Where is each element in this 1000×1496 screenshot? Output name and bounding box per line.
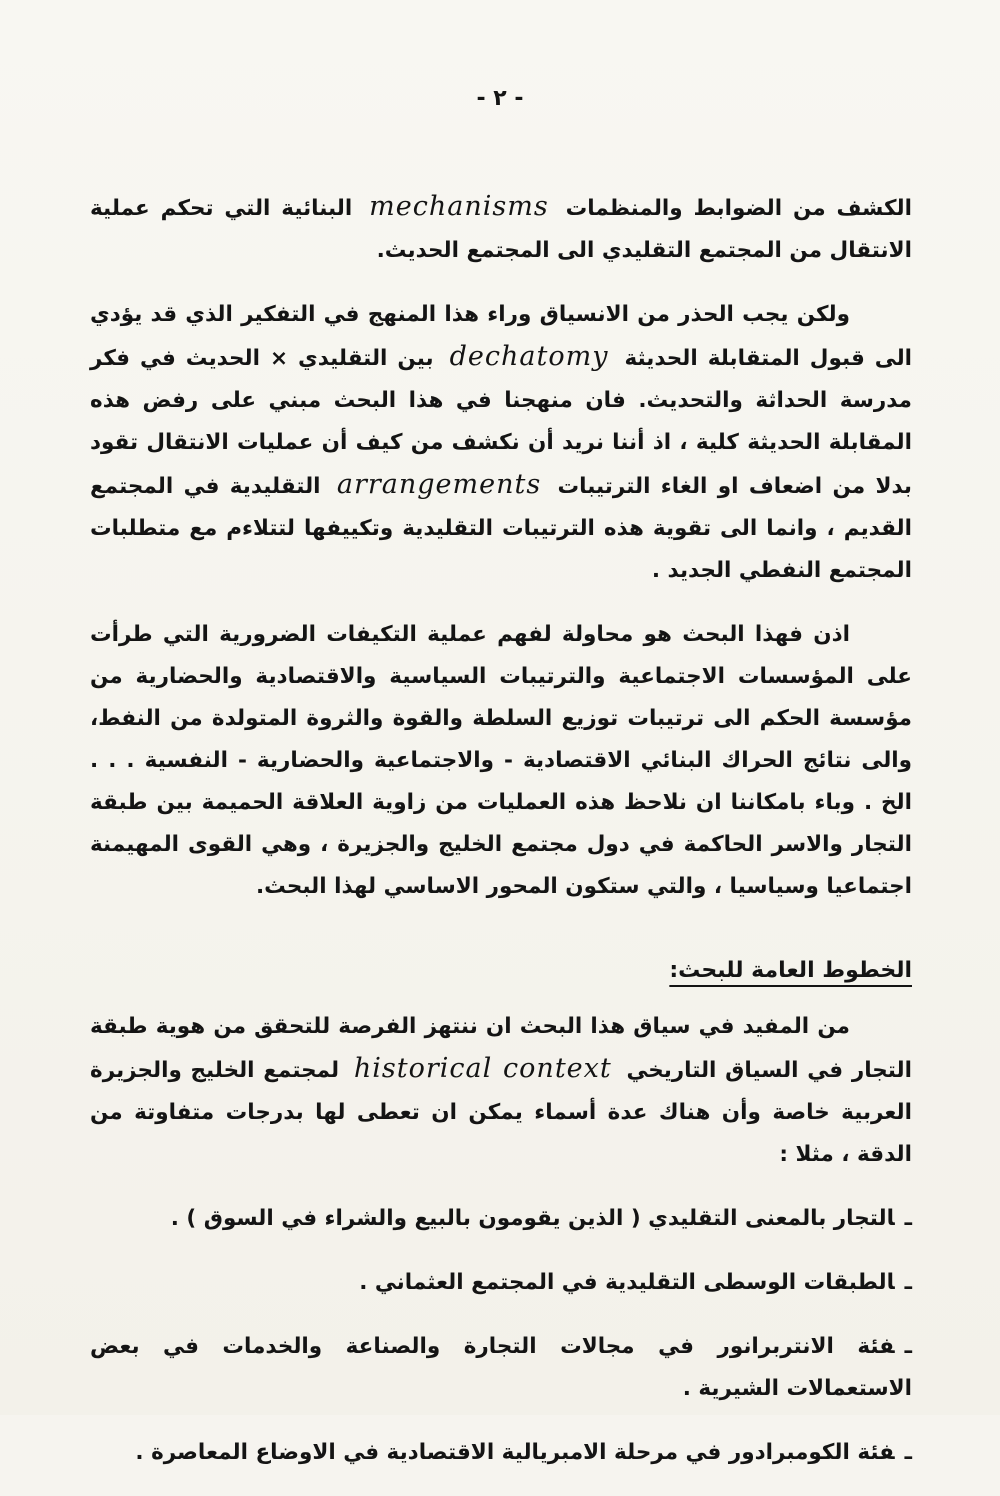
paragraph-intro [90,1006,912,1176]
paragraph-text: البنائية التي تحكم عملية الانتقال من المجتمع التقليدي الى المجتمع الحديث. [90,196,912,263]
paragraph-text: من المفيد في سياق هذا البحث ان ننتهز الفرصة للتحقق من هوية طبقة التجار في السياق التاريخي [90,1014,912,1083]
list-item [90,1198,912,1240]
paragraph-text: الكشف من الضوابط والمنظمات [554,196,912,221]
bullet-list [90,1198,912,1474]
list-item [90,1326,912,1410]
paragraph-2 [90,294,912,592]
list-item [90,1432,912,1474]
paragraph-3 [90,614,912,908]
paragraph-text: لمجتمع الخليج والجزيرة العربية خاصة وأن هناك عدة أسماء يمكن ان تعطى لها بدرجات متفاوتة من الدقة ، مثلا : [90,1058,912,1167]
list-item-text: فئة الكومبرادور في مرحلة الامبريالية الاقتصادية في الاوضاع المعاصرة . [135,1440,895,1465]
dash-marker: ـ [904,1334,912,1359]
handwritten-term: mechanisms [369,191,549,222]
paragraph-text: التقليدية في المجتمع القديم ، وانما الى تقوية هذه الترتيبات التقليدية وتكييفها لتتلاءم مع متطلبات المجتمع النفطي الجديد . [90,474,912,583]
list-item-text: الطبقات الوسطى التقليدية في المجتمع العثماني . [359,1270,895,1295]
section-heading: الخطوط العامة للبحث: [669,958,912,983]
paragraph-text: اذن فهذا البحث هو محاولة لفهم عملية التكيفات الضرورية التي طرأت على المؤسسات الاجتماعية والترتيبات السياسية والاقتصادية والحضارية من مؤسسة الحكم الى ترتيبات توزيع السلطة والقوة والثروة المتولدة من النفط، والى نتائج الحراك البنائي الاقتصادية - والاجتماعية والحضارية - النفسية . . . الخ . وباء بامكاننا ان نلاحظ هذه العمليات من زاوية العلاقة الحميمة بين طبقة التجار والاسر الحاكمة في دول مجتمع الخليج والجزيرة ، وهي القوى المهيمنة اجتماعيا وسياسيا ، والتي ستكون المحور الاساسي لهذا البحث. [90,622,912,899]
dash-marker: ـ [904,1440,912,1465]
paragraph-1 [90,186,912,272]
paragraph-text: ولكن يجب الحذر من الانسياق وراء هذا المنهج في التفكير الذي قد يؤدي الى قبول المتقابلة الحديثة [90,302,913,371]
paragraph-text: بين التقليدي × الحديث في فكر مدرسة الحداثة والتحديث. فان منهجنا في هذا البحث مبني على رفض هذه المقابلة الحديثة كلية ، اذ أننا نريد أن نكشف من كيف أن عمليات الانتقال تقود بدلا من اضعاف او الغاء الترتيبات [90,346,912,499]
dash-marker: ـ [904,1270,912,1295]
list-item [90,1262,912,1304]
list-item-text: فئة الانتربرانور في مجالات التجارة والصناعة والخدمات في بعض الاستعمالات الشيرية . [90,1334,912,1401]
document-body [90,186,912,1496]
page-number: - ٢ - [476,86,524,111]
handwritten-term: historical context [353,1053,612,1084]
handwritten-term: dechatomy [449,341,609,372]
dash-marker: ـ [904,1206,912,1231]
list-item-text: التجار بالمعنى التقليدي ( الذين يقومون بالبيع والشراء في السوق ) . [170,1206,895,1231]
handwritten-term: arrangements [336,469,542,500]
